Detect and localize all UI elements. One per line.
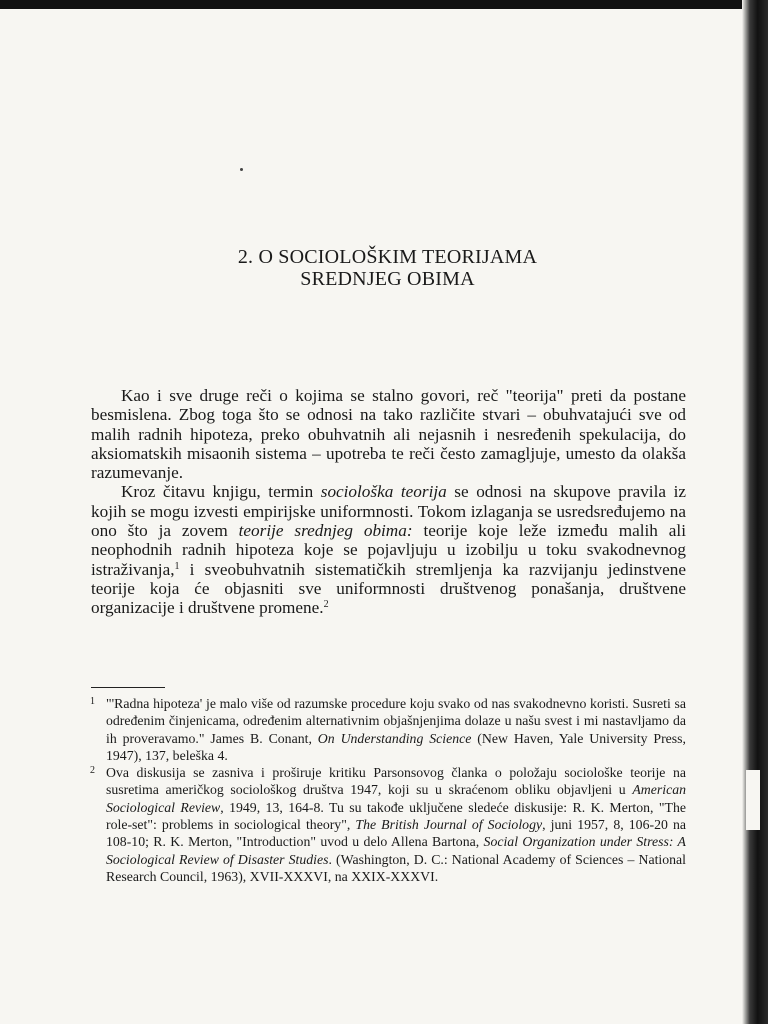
footnote-2 (91, 764, 686, 885)
p2-text-4: i sveobuhvatnih sistematičkih stremljenja ka razvijanju jedinstvene teorije koja će objasniti sve uniformnosti društvenog ponašanja, društvene organizacije i društvene promene. (91, 559, 686, 618)
p2-text-1: Kroz čitavu knjigu, termin (121, 482, 321, 502)
footnote-2-text-1: Ova diskusija se zasniva i proširuje kritiku Parsonsovog članka o položaju sociološke teorije na susretima američkog sociološkog društva 1947, koji su u skraćenom obliku objavljeni u (106, 765, 686, 798)
scan-right-edge (742, 0, 768, 1024)
scan-top-border (0, 0, 768, 9)
footnote-2-text-2: , 1949, 13, 164-8. Tu su takođe uključene sledeće diskusije: R. K. Merton, "The role-set": problems in sociological theory", (106, 799, 686, 833)
footnote-1-text-1: "'Radna hipoteza' je malo više od razumske procedure koju svako od nas svakodnevno koristi. Susreti sa određenim činjenicama, određenim alternativnim objašnjenjima dolaze u našu svest i mi nastavljamo da ih proveravamo." James B. Conant, (106, 696, 686, 746)
p2-term-sociological-theory: sociološka teorija (320, 482, 447, 502)
scan-speck (240, 168, 243, 171)
footnote-2-text-3: , juni 1957, 8, 106-20 na 108-10; R. K. Merton, "Introduction" uvod u delo Allena Bartona, (106, 817, 686, 850)
footnote-ref-1: 1 (174, 560, 180, 572)
p2-text-3: teorije koje leže između malih ali neophodnih radnih hipoteza koje se pojavljuju u izobilju u toku svakodnevnog istraživanja, (91, 521, 686, 579)
chapter-title-line2: SREDNJEG OBIMA (300, 268, 475, 290)
footnote-1-book-title: On Understanding Science (317, 730, 472, 746)
chapter-title (90, 246, 685, 290)
footnote-ref-2: 2 (323, 599, 329, 611)
footnote-2-journal-asr: American Sociological Review (106, 782, 686, 815)
footnotes (91, 695, 686, 885)
p2-term-middle-range: teorije srednjeg obima: (238, 521, 413, 541)
chapter-title-line1: 2. O SOCIOLOŠKIM TEORIJAMA (237, 246, 538, 268)
footnote-1-text-2: (New Haven, Yale University Press, 1947), 137, beleška 4. (106, 730, 686, 763)
paragraph-2 (91, 482, 686, 617)
footnote-2-text-4: . (Washington, D. C.: National Academy of Sciences – National Research Council, 1963), XVII-XXXVI, na XXIX-XXXVI. (106, 851, 687, 884)
footnote-1 (91, 695, 686, 764)
p2-text-2: se odnosi na skupove pravila iz kojih se mogu izvesti empirijske uniformnosti. Tokom izlaganja se usredsređujemo na ono što ja zovem (91, 482, 686, 541)
body-text (91, 386, 686, 618)
footnote-2-book-title: Social Organization under Stress: A Sociological Review of Disaster Studies (106, 834, 686, 867)
footnote-separator (91, 687, 165, 688)
footnote-1-number: 1 (90, 696, 95, 707)
footnote-2-number: 2 (90, 765, 95, 777)
scan-edge-gap (746, 770, 760, 830)
paragraph-1: Kao i sve druge reči o kojima se stalno govori, reč "teorija" preti da postane besmislena. Zbog toga što se odnosi na tako različite stvari – obuhvatajući sve od malih radnih hipoteza, preko obuhvatnih ali nejasnih i nesređenih spekulacija, do aksiomatskih misaonih sistema – upotreba te reči često zamagljuje, umesto da olakša razumevanje. (91, 386, 686, 483)
footnote-2-journal-bjs: The British Journal of Sociology (355, 817, 543, 833)
